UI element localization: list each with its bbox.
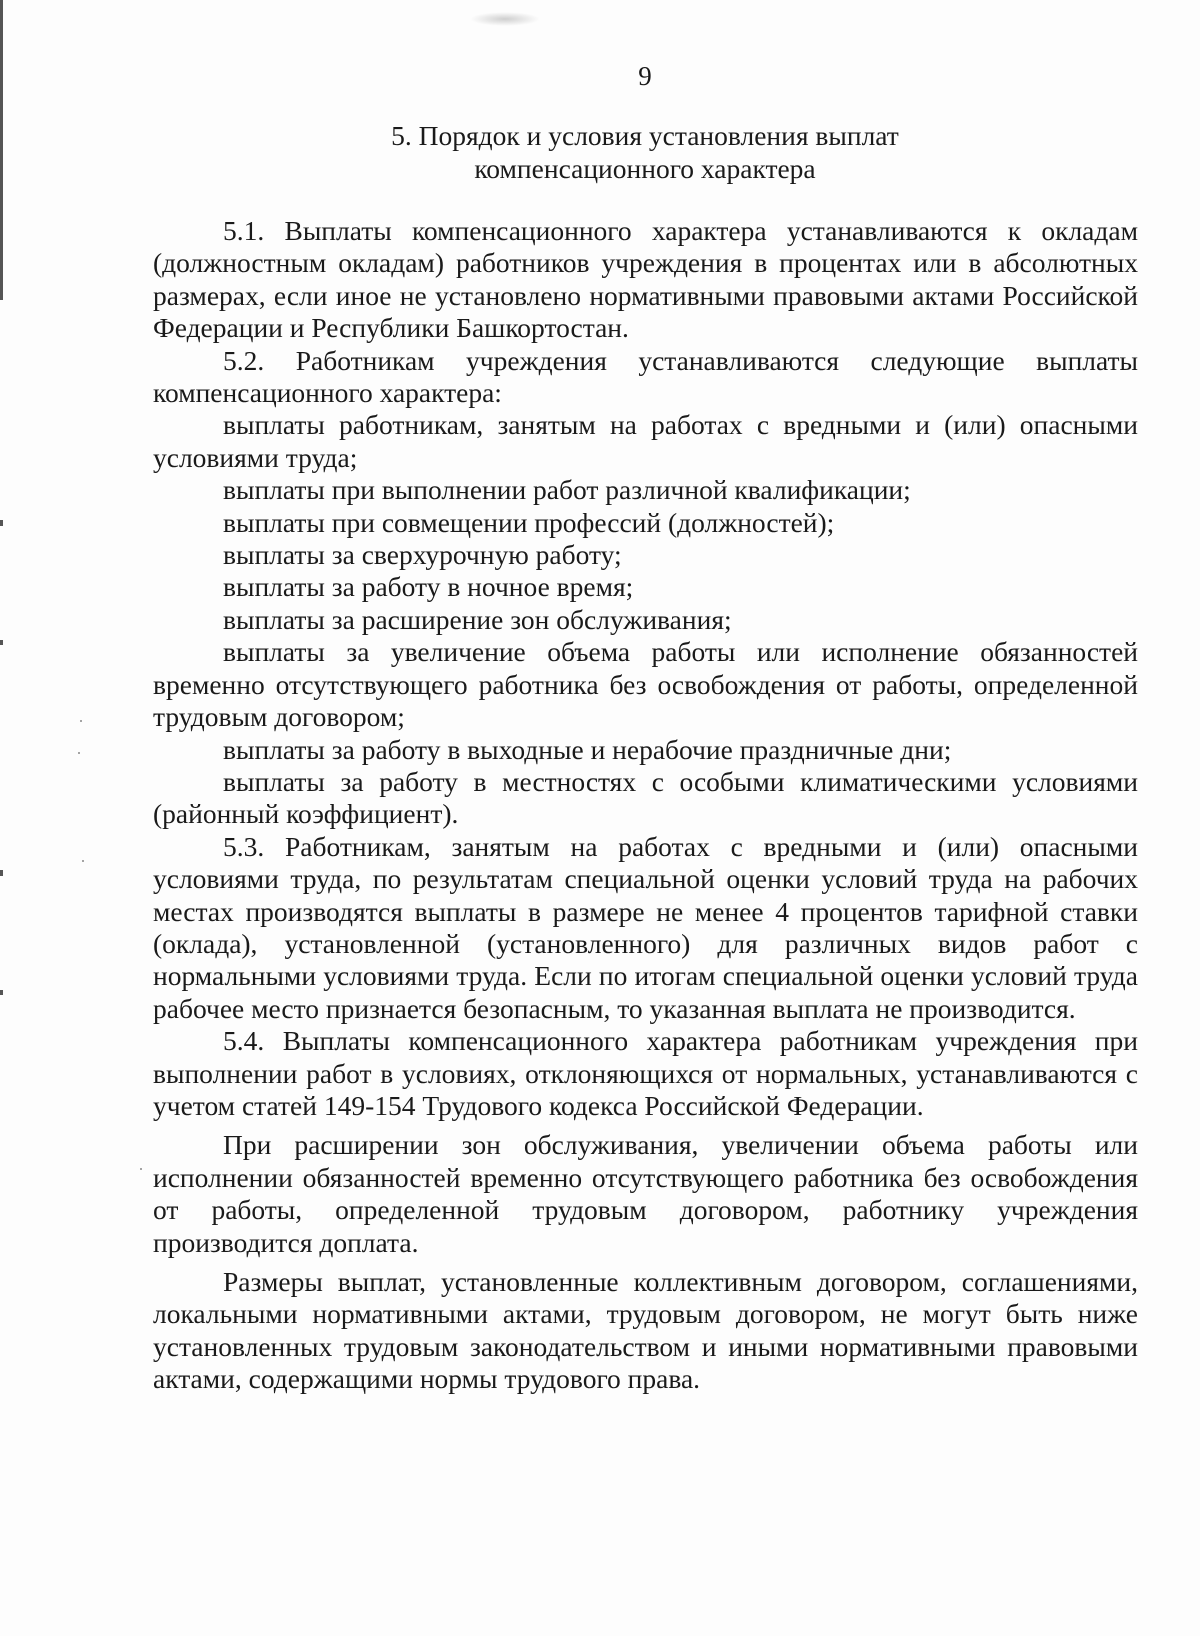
list-item-work-volume: выплаты за увеличение объема работы или исполнение обязанностей временно отсутствующего работника без освобождения от работы, определенной трудовым договором; [153, 636, 1138, 733]
scan-speck [80, 720, 82, 722]
list-item-night-work: выплаты за работу в ночное время; [223, 571, 634, 603]
scan-edge-mark [0, 990, 3, 995]
paragraph-5-4: 5.4. Выплаты компенсационного характера работникам учреждения при выполнении работ в условиях, отклоняющихся от нормальных, устанавливаются с учетом статей 149-154 Трудового кодекса Российской Федерации. [153, 1025, 1138, 1121]
paragraph-5-1: 5.1. Выплаты компенсационного характера устанавливаются к окладам (должностным окладам) работников учреждения в процентах или в абсолютных размерах, если иное не установлено нормативными правовыми актами Российской Федерации и Республики Башкортостан. [153, 215, 1138, 344]
paragraph-5-2: 5.2. Работникам учреждения устанавливаются следующие выплаты компенсационного характера: [153, 344, 1138, 409]
list-item-overtime: выплаты за сверхурочную работу; [223, 539, 622, 571]
scan-speck [82, 860, 84, 862]
list-item-combining-professions: выплаты при совмещении профессий (должностей); [223, 506, 835, 538]
list-item-service-zones: выплаты за расширение зон обслуживания; [223, 603, 732, 635]
paragraph-payment-amounts: Размеры выплат, установленные коллективным договором, соглашениями, локальными нормативными актами, трудовым договором, не могут быть ниже установленных трудовым законодательством и иными нормативными правовыми актами, содержащими нормы трудового права. [153, 1266, 1138, 1395]
scan-edge-mark [0, 0, 3, 300]
scan-edge-mark [0, 640, 3, 645]
document-body [153, 215, 1138, 1396]
section-title-line-1: 5. Порядок и условия установления выплат [391, 120, 899, 151]
paragraph-gap [153, 1122, 1138, 1129]
section-heading [300, 119, 990, 185]
scan-edge-mark [0, 520, 3, 526]
scan-speck [78, 752, 80, 754]
scan-edge-mark [0, 870, 3, 876]
list-item-harmful-conditions: выплаты работникам, занятым на работах с вредными и (или) опасными условиями труда; [153, 409, 1138, 473]
list-item-qualification: выплаты при выполнении работ различной квалификации; [223, 474, 911, 506]
paragraph-additional-pay: При расширении зон обслуживания, увеличении объема работы или исполнении обязанностей временно отсутствующего работника без освобождения от работы, определенной трудовым договором, работнику учреждения производится доплата. [153, 1129, 1138, 1258]
paragraph-gap [153, 1259, 1138, 1266]
list-item-holidays: выплаты за работу в выходные и нерабочие праздничные дни; [223, 733, 952, 765]
paragraph-5-3: 5.3. Работникам, занятым на работах с вредными и (или) опасными условиями труда, по результатам специальной оценки условий труда на рабочих местах производятся выплаты в размере не менее 4 процентов тарифной ставки (оклада), установленной (установленного) для различных видов работ с нормальными условиями труда. Если по итогам специальной оценки условий труда рабочее место признается безопасным, то указанная выплата не производится. [153, 830, 1138, 1024]
list-item-climate: выплаты за работу в местностях с особыми климатическими условиями (районный коэффициент). [153, 765, 1138, 830]
section-title-line-2: компенсационного характера [474, 153, 816, 184]
scan-speck [140, 1168, 142, 1170]
scan-smudge [470, 12, 540, 26]
page-number: 9 [638, 61, 652, 91]
